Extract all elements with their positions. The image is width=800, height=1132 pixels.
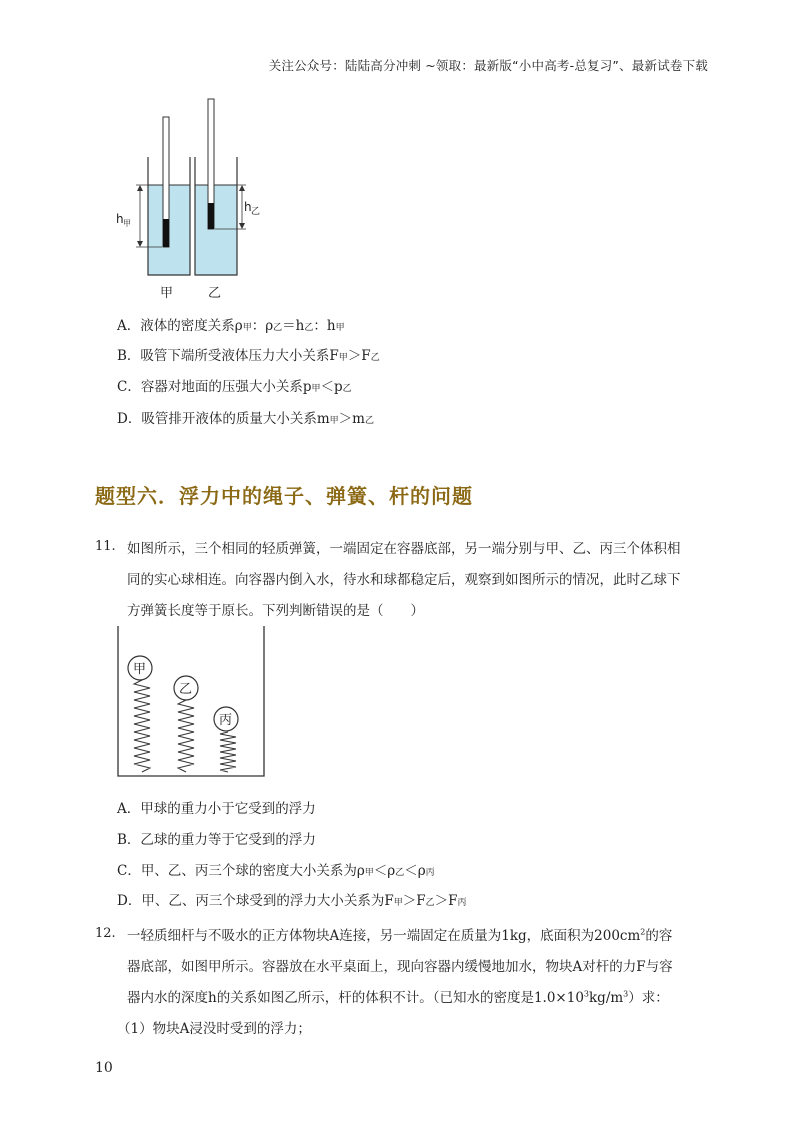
label-jia: 甲 <box>160 286 174 301</box>
q11-line-1: 如图所示，三个相同的轻质弹簧，一端固定在容器底部，另一端分别与甲、乙、丙三个体积相 <box>127 541 681 557</box>
ball-bing-label: 丙 <box>219 713 233 728</box>
ball-yi-label: 乙 <box>179 682 193 697</box>
q11-option-c: C．甲、乙、丙三个球的密度大小关系为ρ甲＜ρ乙＜ρ丙 <box>117 863 435 879</box>
q12-sub-1: （1）物块A浸没时受到的浮力； <box>117 1021 311 1037</box>
h-right-sub: 乙 <box>251 207 261 217</box>
q11-line-3: 方弹簧长度等于原长。下列判断错误的是（ ） <box>127 603 424 619</box>
q11-option-b: B．乙球的重力等于它受到的浮力 <box>117 832 316 848</box>
q10-option-b: B．吸管下端所受液体压力大小关系F甲＞F乙 <box>117 348 380 364</box>
q10-option-c: C．容器对地面的压强大小关系p甲＜p乙 <box>117 379 352 395</box>
q11-number: 11. <box>95 539 116 554</box>
right-liquid <box>195 185 237 275</box>
page-number: 10 <box>95 1060 113 1076</box>
spring-yi <box>178 700 194 772</box>
h-left-sub: 甲 <box>123 219 131 228</box>
q10-option-a: A．液体的密度关系ρ甲：ρ乙＝h乙：h甲 <box>117 318 345 334</box>
q11-line-2: 同的实心球相连。向容器内倒入水，待水和球都稳定后，观察到如图所示的情况，此时乙球下 <box>127 572 681 588</box>
figure-straws <box>110 95 270 305</box>
h-right-label: h <box>244 200 252 214</box>
q12-number: 12. <box>95 926 116 941</box>
section-title: 题型六．浮力中的绳子、弹簧、杆的问题 <box>95 484 473 508</box>
q12-line-3: 器内水的深度h的关系如图乙所示，杆的体积不计。（已知水的密度是$1.0\times 10^3kg/m^3$）求： <box>127 989 669 1006</box>
page-header: 关注公众号：陆陆高分冲刺 ~领取：最新版“小中高考-总复习”、最新试卷下载 <box>268 58 708 73</box>
label-yi: 乙 <box>208 286 222 301</box>
q12-line-2: 器底部，如图甲所示。容器放在水平桌面上，现向容器内缓慢地加水，物块A对杆的力F与容 <box>127 959 673 975</box>
spring-bing <box>220 732 236 772</box>
ball-jia-label: 甲 <box>133 662 147 677</box>
q10-option-d: D．吸管排开液体的质量大小关系m甲＞m乙 <box>117 411 374 427</box>
q11-option-d: D．甲、乙、丙三个球受到的浮力大小关系为F甲＞F乙＞F丙 <box>117 893 467 909</box>
q11-option-a: A．甲球的重力小于它受到的浮力 <box>117 801 316 817</box>
h-left-label: h <box>116 212 124 226</box>
figure-springs <box>112 622 272 782</box>
spring-jia <box>134 680 150 772</box>
q12-line-1: 一轻质细杆与不吸水的正方体物块A连接，另一端固定在质量为1kg，底面积为$200cm^2$的容 <box>127 927 673 944</box>
